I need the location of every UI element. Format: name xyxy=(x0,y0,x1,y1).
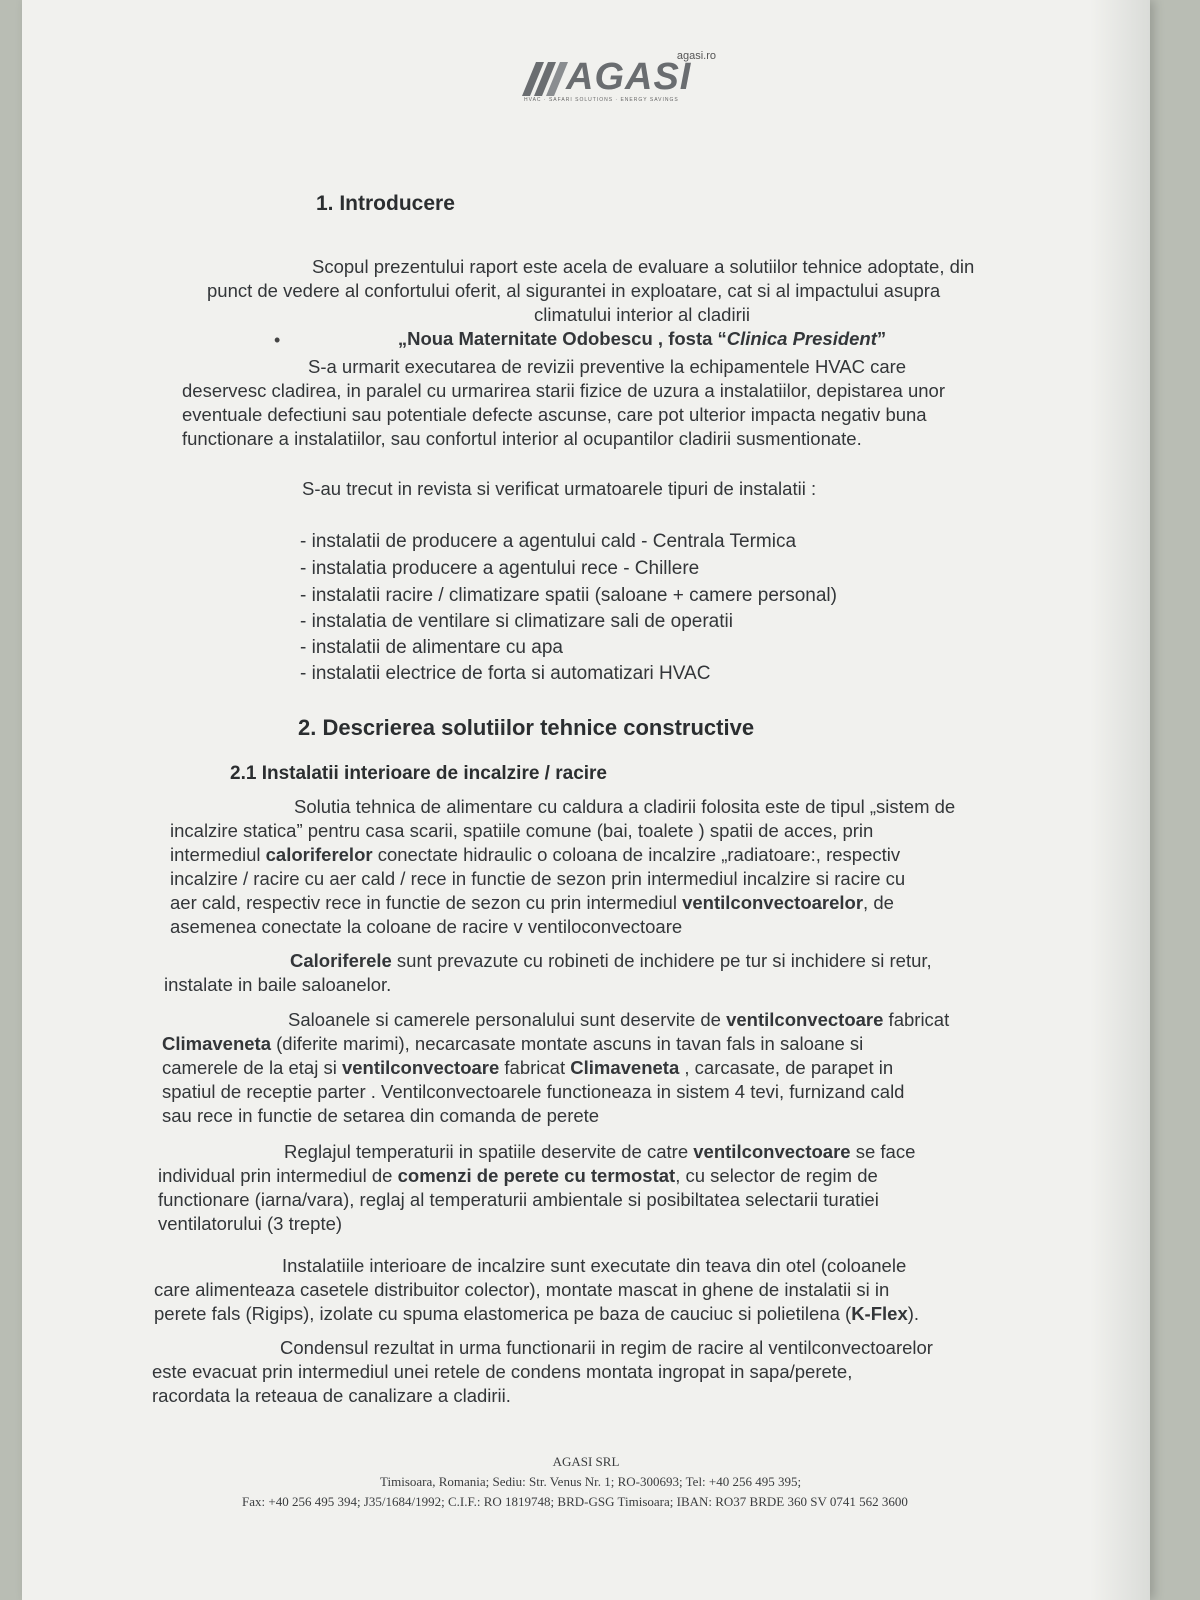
company-logo xyxy=(522,52,722,108)
intro-line: punct de vedere al confortului oferit, al sigurantei in exploatare, cat si al impactului asupra xyxy=(207,280,941,301)
list-item: - instalatii de producere a agentului cald - Centrala Termica xyxy=(300,531,797,552)
scope-line: eventuale defectiuni sau potentiale defecte ascunse, care pot ulterior impacta negativ buna xyxy=(182,404,927,425)
intro-line: climatului interior al cladirii xyxy=(534,304,750,325)
body-line: spatiul de receptie parter . Ventilconvectoarele functioneaza in sistem 4 tevi, furnizand cald xyxy=(162,1081,905,1102)
list-intro: S-au trecut in revista si verificat urmatoarele tipuri de instalatii : xyxy=(302,478,817,499)
logo-mark-icon xyxy=(522,62,570,96)
body-line: perete fals (Rigips), izolate cu spuma elastomerica pe baza de cauciuc si polietilena (K-Flex). xyxy=(154,1303,920,1324)
logo-tagline: HVAC · SAFARI SOLUTIONS · ENERGY SAVINGS xyxy=(524,97,679,103)
body-line: incalzire statica” pentru casa scarii, spatiile comune (bai, toalete ) spatii de acces, prin xyxy=(170,820,874,841)
scope-line: functionare a instalatiilor, sau confortul interior al ocupantilor cladirii susmentionate. xyxy=(182,428,862,449)
body-line: aer cald, respectiv rece in functie de sezon cu prin intermediul ventilconvectoarelor, de xyxy=(170,892,894,913)
body-line: intermediul caloriferelor conectate hidraulic o coloana de incalzire „radiatoare:, respectiv xyxy=(170,844,901,865)
stray-mark: • xyxy=(274,330,281,350)
body-line: individual prin intermediul de comenzi de perete cu termostat, cu selector de regim de xyxy=(158,1165,878,1186)
body-line: este evacuat prin intermediul unei retele de condens montata ingropat in sapa/perete, xyxy=(152,1361,853,1382)
body-line: Instalatiile interioare de incalzire sunt executate din teava din otel (coloanele xyxy=(282,1255,907,1276)
body-line: Caloriferele sunt prevazute cu robineti de inchidere pe tur si inchidere si retur, xyxy=(290,950,932,971)
list-item: - instalatia producere a agentului rece - Chillere xyxy=(300,558,700,579)
section-2-title: 2. Descrierea solutiilor tehnice constructive xyxy=(298,715,755,740)
building-name-line xyxy=(207,327,1077,351)
document-page xyxy=(22,0,1150,1600)
body-line: instalate in baile saloanelor. xyxy=(164,974,392,995)
list-item: - instalatii electrice de forta si automatizari HVAC xyxy=(300,663,711,684)
list-item: - instalatii de alimentare cu apa xyxy=(300,637,563,658)
list-item: - instalatii racire / climatizare spatii (saloane + camere personal) xyxy=(300,585,837,606)
building-name: Clinica President xyxy=(726,328,877,349)
body-line: incalzire / racire cu aer cald / rece in functie de sezon prin intermediul incalzire si racire cu xyxy=(170,868,906,889)
body-line: Climaveneta (diferite marimi), necarcasate montate ascuns in tavan fals in saloane si xyxy=(162,1033,864,1054)
footer-details: Fax: +40 256 495 394; J35/1684/1992; C.I.F.: RO 1819748; BRD-GSG Timisoara; IBAN: RO37 BRDE 360 SV 0741 562 3600 xyxy=(242,1494,908,1509)
scope-line: deservesc cladirea, in paralel cu urmarirea starii fizice de uzura a instalatiilor, depistarea unor xyxy=(182,380,945,401)
body-line: Reglajul temperaturii in spatiile deservite de catre ventilconvectoare se face xyxy=(284,1141,916,1162)
body-line: care alimenteaza casetele distribuitor colector), montate mascat in ghene de instalatii si in xyxy=(154,1279,890,1300)
building-prefix: „Noua Maternitate Odobescu , fosta “ xyxy=(397,328,727,349)
scope-line: S-a urmarit executarea de revizii preventive la echipamentele HVAC care xyxy=(308,356,907,377)
body-line: Condensul rezultat in urma functionarii in regim de racire al ventilconvectoarelor xyxy=(280,1337,933,1358)
body-line: sau rece in functie de setarea din comanda de perete xyxy=(162,1105,600,1126)
building-suffix: ” xyxy=(876,328,887,349)
body-line: functionare (iarna/vara), reglaj al temperaturii ambientale si posibiltatea selectarii turatiei xyxy=(158,1189,879,1210)
body-line: Solutia tehnica de alimentare cu caldura a cladirii folosita este de tipul „sistem de xyxy=(294,796,956,817)
body-line: asemenea conectate la coloane de racire v ventiloconvectoare xyxy=(170,916,683,937)
body-line: camerele de la etaj si ventilconvectoare fabricat Climaveneta , carcasate, de parapet in xyxy=(162,1057,894,1078)
body-line: racordata la reteaua de canalizare a cladirii. xyxy=(152,1385,511,1406)
footer-company: AGASI SRL xyxy=(552,1454,620,1469)
body-line: ventilatorului (3 trepte) xyxy=(158,1213,343,1234)
footer-address: Timisoara, Romania; Sediu: Str. Venus Nr. 1; RO-300693; Tel: +40 256 495 395; xyxy=(380,1474,802,1489)
intro-line: Scopul prezentului raport este acela de evaluare a solutiilor tehnice adoptate, din xyxy=(312,256,975,277)
logo-wordmark: AGASI xyxy=(566,56,692,98)
subsection-2-1-title: 2.1 Instalatii interioare de incalzire / racire xyxy=(230,763,608,784)
logo-url: agasi.ro xyxy=(676,50,716,62)
body-line: Saloanele si camerele personalului sunt deservite de ventilconvectoare fabricat xyxy=(288,1009,950,1030)
list-item: - instalatia de ventilare si climatizare sali de operatii xyxy=(300,611,733,632)
section-1-title: 1. Introducere xyxy=(316,192,455,215)
